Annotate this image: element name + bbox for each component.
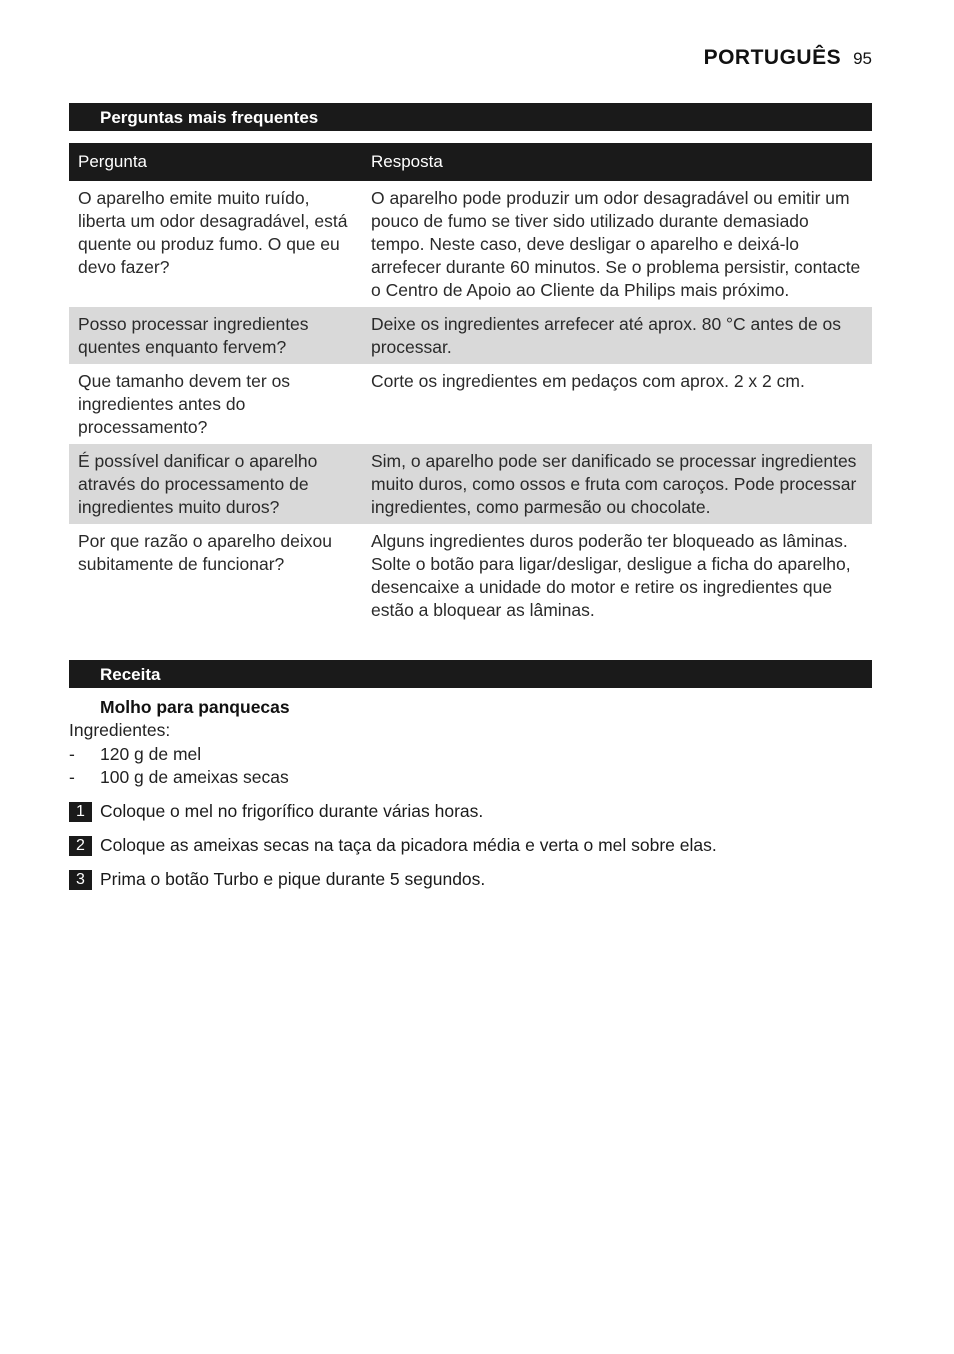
question-cell: Por que razão o aparelho deixou subitamente de funcionar? <box>78 531 332 574</box>
question-cell: O aparelho emite muito ruído, liberta um odor desagradável, está quente ou produz fumo. O que eu devo fazer? <box>78 188 348 277</box>
column-header-answer: Resposta <box>362 143 872 181</box>
ingredient-text: 100 g de ameixas secas <box>100 767 289 787</box>
column-header-question: Pergunta <box>69 143 362 181</box>
list-item: - 120 g de mel <box>69 744 202 764</box>
table-row <box>69 181 872 307</box>
table-row <box>69 444 872 524</box>
ingredients-list <box>69 743 289 789</box>
answer-cell: Alguns ingredientes duros poderão ter bloqueado as lâminas. Solte o botão para ligar/desligar, desligue a ficha do aparelho, desencaixe a unidade do motor e retire os ingredientes que estão a bloquear as lâminas. <box>371 531 851 620</box>
language-label: PORTUGUÊS <box>703 46 842 69</box>
recipe-title: Molho para panquecas <box>100 697 290 717</box>
recipe-step <box>69 835 717 856</box>
page-header <box>704 46 872 70</box>
step-text: Coloque o mel no frigorífico durante várias horas. <box>100 801 484 821</box>
answer-cell: Sim, o aparelho pode ser danificado se processar ingredientes muito duros, como ossos e fruta com caroços. Pode processar ingredientes, como parmesão ou chocolate. <box>362 444 872 524</box>
faq-section-title: Perguntas mais frequentes <box>69 103 872 131</box>
faq-header-row <box>69 143 872 181</box>
list-item: - 100 g de ameixas secas <box>69 767 289 787</box>
step-number: 3 <box>69 870 92 890</box>
step-text: Prima o botão Turbo e pique durante 5 segundos. <box>100 869 486 889</box>
question-cell: É possível danificar o aparelho através do processamento de ingredientes muito duros? <box>69 444 362 524</box>
answer-cell: Deixe os ingredientes arrefecer até aprox. 80 °C antes de os processar. <box>362 307 872 364</box>
ingredient-text: 120 g de mel <box>100 744 202 764</box>
answer-cell: Corte os ingredientes em pedaços com aprox. 2 x 2 cm. <box>371 371 805 391</box>
page-number: 95 <box>853 49 872 68</box>
question-cell: Posso processar ingredientes quentes enquanto fervem? <box>69 307 362 364</box>
recipe-step <box>69 869 485 890</box>
step-number: 2 <box>69 836 92 856</box>
question-cell: Que tamanho devem ter os ingredientes antes do processamento? <box>78 371 291 437</box>
step-text: Coloque as ameixas secas na taça da picadora média e verta o mel sobre elas. <box>100 835 717 855</box>
answer-cell: O aparelho pode produzir um odor desagradável ou emitir um pouco de fumo se tiver sido utilizado durante demasiado tempo. Neste caso, deve desligar o aparelho e deixá-lo arrefecer durante 60 minutos. Se o problema persistir, contacte o Centro de Apoio ao Cliente da Philips mais próximo. <box>371 188 861 300</box>
ingredients-label: Ingredientes: <box>69 720 171 740</box>
faq-table <box>69 143 872 627</box>
recipe-step <box>69 801 483 822</box>
table-row <box>69 364 872 444</box>
recipe-section-title: Receita <box>69 660 872 688</box>
step-number: 1 <box>69 802 92 822</box>
table-row <box>69 524 872 627</box>
table-row <box>69 307 872 364</box>
